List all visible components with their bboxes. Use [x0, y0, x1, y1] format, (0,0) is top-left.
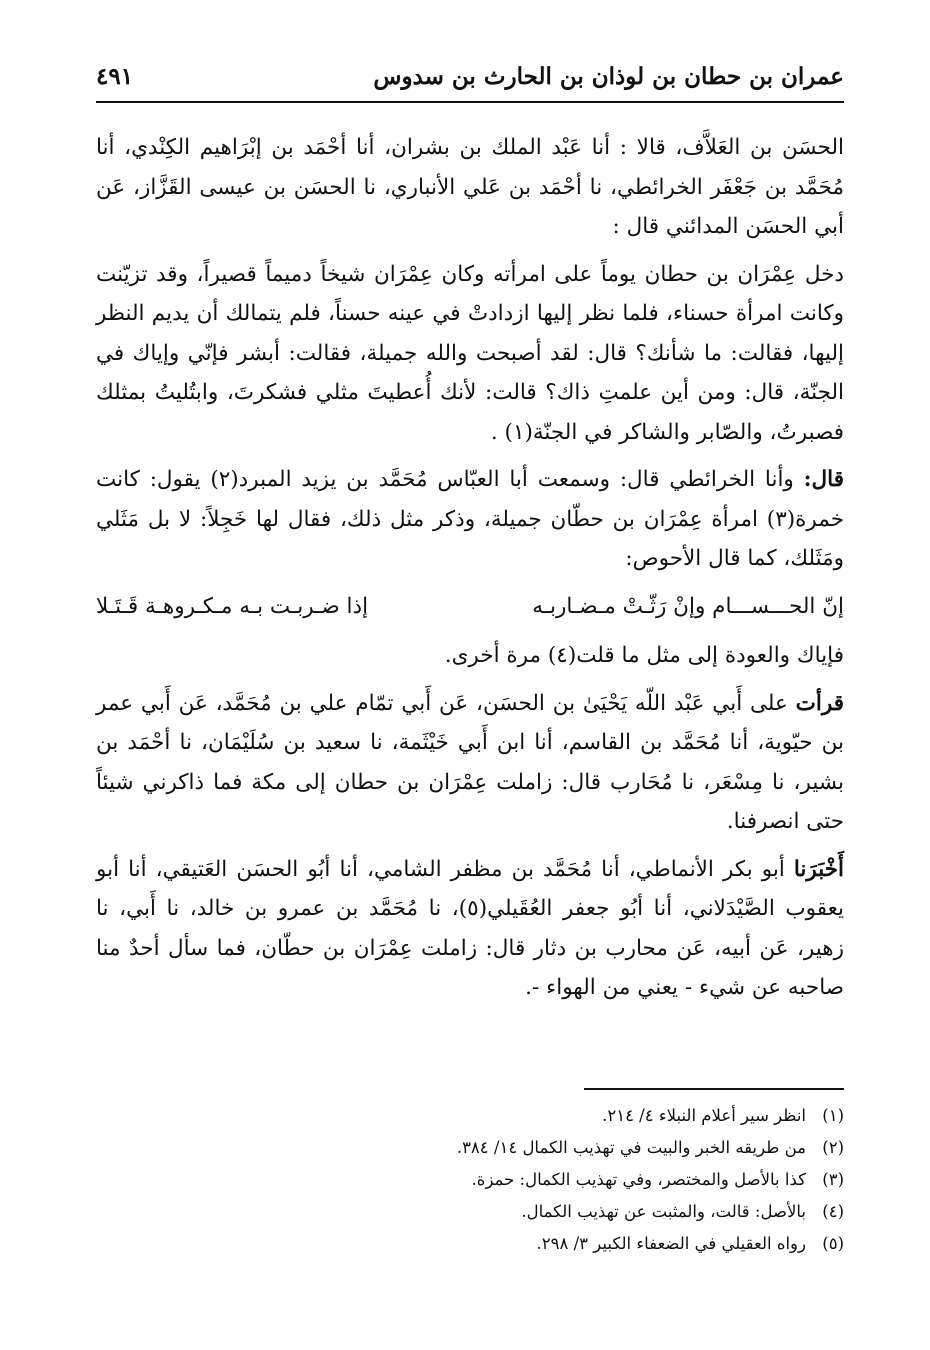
paragraph: قال: وأنا الخرائطي قال: وسمعت أبا العبّاس مُحَمَّد بن يزيد المبرد(٢) يقول: كانت خمرة(٣) امرأة عِمْرَان بن حطّان جميلة، وذكر مثل ذلك، فقال لها خَجِلاً: لا بل مَثَلي ومَثَلك، كما قال الأحوص:	[96, 467, 844, 571]
paragraph: فإياك والعودة إلى مثل ما قلت(٤) مرة أخرى.	[444, 643, 844, 668]
main-text	[96, 128, 844, 1016]
paragraph: الحسَن بن العَلاَّف، قالا : أنا عَبْد الملك بن بشران، أنا أحْمَد بن إبْرَاهيم الكِنْدي، أنا مُحَمَّد بن جَعْفَر الخرائطي، نا أحْمَد بن عَلي الأنباري، نا الحسَن بن عيسى القَزَّاز، عَن أبي الحسَن المدائني قال :	[96, 135, 844, 239]
paragraph-lead: قال:	[803, 467, 844, 492]
footnote-rule	[584, 1088, 844, 1090]
paragraph: قرأت على أَبي عَبْد اللّه يَحْيَىٰ بن الحسَن، عَن أَبي تمّام علي بن مُحَمَّد، عَن أَبي عمر بن حيّوية، أنا مُحَمَّد بن القاسم، أنا ابن أَبي خَيْثَمة، نا سعيد بن سُلَيْمَان، نا أحْمَد بن بشير، نا مِسْعَر، نا مُحَارب قال: زاملت عِمْرَان بن حطان إلى مكة فما ذاكرني شيئاً حتى انصرفنا.	[96, 690, 844, 834]
footnote: (١)انظر سير أعلام النبلاء ٤/ ٢١٤.	[602, 1106, 844, 1125]
verse-second-hemistich: إذا ضـربـت بـه مـكـروهـة قَـتَـلا	[96, 593, 369, 619]
footnote: (٤)بالأصل: قالت، والمثبت عن تهذيب الكمال.	[521, 1202, 844, 1221]
footnote: (٥)رواه العقيلي في الضعفاء الكبير ٣/ ٢٩٨.	[536, 1234, 844, 1253]
paragraph: أَخْبَرَنا أبو بكر الأنماطي، أنا مُحَمَّد بن مظفر الشامي، أنا أبُو الحسَن العَتيقي، أنا أبو يعقوب الصَّيْدَلاني، أنا أبُو جعفر العُقَيلي(٥)، نا مُحَمَّد بن عمرو بن خالد، نا أَبي، نا زهير، عَن أبيه، عَن محارب بن دثار قال: زاملت عِمْرَان بن حطّان، فما سأل أحدٌ منا صاحبه عن شيء - يعني من الهواء -.	[96, 856, 844, 1000]
paragraph-lead: أَخْبَرَنا	[793, 856, 844, 882]
paragraph-lead: قرأت	[795, 690, 844, 716]
footnote: (٢)من طريقه الخبر والبيت في تهذيب الكمال ١٤/ ٣٨٤.	[456, 1138, 844, 1157]
footnotes	[96, 1100, 844, 1260]
footnote: (٣)كذا بالأصل والمختصر، وفي تهذيب الكمال: حمزة.	[471, 1170, 844, 1189]
page-header	[96, 56, 844, 96]
running-title: عمران بن حطان بن لوذان بن الحارث بن سدوس	[373, 62, 844, 90]
verse-first-hemistich: إنّ الحـــســـام وإنْ رَثّـتْ مـضـاربـه	[532, 593, 844, 619]
header-rule	[96, 101, 844, 103]
page-number: ٤٩١	[96, 62, 134, 90]
paragraph: دخل عِمْرَان بن حطان يوماً على امرأته وكان عِمْرَان شيخاً دميماً قصيراً، وقد تزيّنت وكانت امرأة حسناء، فلما نظر إليها ازدادتْ في عينه حسناً، فلم يتمالك أن يديم النظر إليها، فقالت: ما شأنك؟ قال: لقد أصبحت والله جميلة، فقالت: أبشر فإنّي وإياك في الجنّة، قال: ومن أين علمتِ ذاك؟ قالت: لأنك أُعطيتَ مثلي فشكرتَ، وابتُليتُ بمثلك فصبرتُ، والصّابر والشاكر في الجنّة(١) .	[96, 261, 844, 445]
poetry-verse	[96, 587, 844, 627]
